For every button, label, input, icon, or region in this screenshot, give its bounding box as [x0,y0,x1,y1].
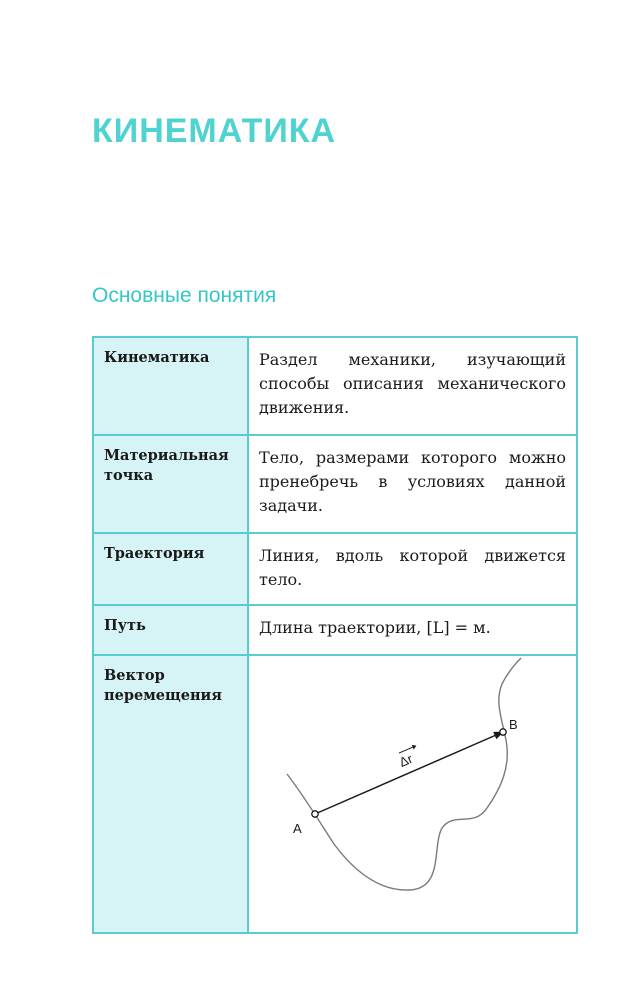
section-title: Основные понятия [92,284,277,307]
vector-label: Δr [396,750,415,770]
displacement-diagram [249,656,579,912]
definitions-table [92,336,578,934]
point-b-label: B [509,717,518,732]
vector-label-group [395,743,423,770]
trajectory-curve [287,658,521,890]
term-cell: Вектор перемещения [93,655,248,933]
definition-cell: Раздел механики, изучающий способы описания механического движения. [248,337,577,435]
definition-cell: Тело, размерами которого можно пренебречь в условиях данной задачи. [248,435,577,533]
term-cell: Путь [93,605,248,655]
table-row [93,337,577,435]
definition-cell: Длина траектории, [L] = м. [248,605,577,655]
definition-cell: Линия, вдоль которой движется тело. [248,533,577,605]
term-cell: Материальная точка [93,435,248,533]
term-cell: Кинематика [93,337,248,435]
diagram-cell [248,655,577,933]
table-row [93,533,577,605]
table-row [93,605,577,655]
point-a [312,811,318,817]
displacement-vector [315,732,503,814]
table-row [93,435,577,533]
chapter-title: КИНЕМАТИКА [92,112,337,150]
term-cell: Траектория [93,533,248,605]
point-b [500,729,506,735]
point-a-label: A [293,821,302,836]
vector-overbar-arrow [412,743,418,749]
table-row [93,655,577,933]
